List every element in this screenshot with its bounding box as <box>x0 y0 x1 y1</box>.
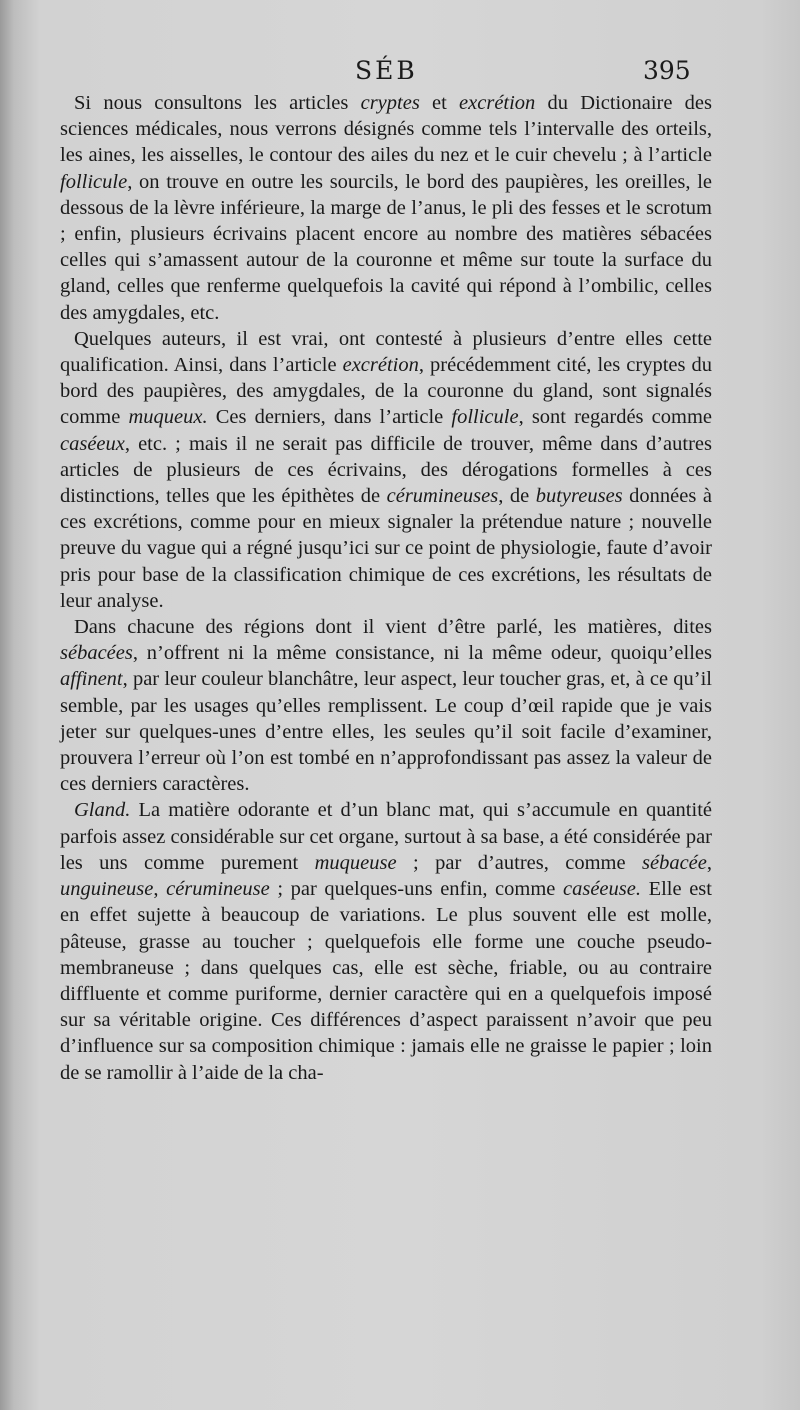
italic-term: cérumineuse <box>166 878 270 901</box>
italic-term: butyreuses <box>535 485 623 508</box>
text-segment: , de <box>498 485 536 508</box>
paragraph-1 <box>60 90 712 326</box>
text-segment: Dans chacune des régions dont il vient d’être parlé, les matières, dites <box>74 616 712 639</box>
italic-term: muqueuse <box>314 851 397 874</box>
text-segment: , <box>706 851 712 874</box>
text-segment: du Dictionaire des sciences médicales, nous verrons désignés comme tels l’intervalle des orteils, les aines, les aisselles, le contour des ailes du nez et le cuir chevelu ; à l’article <box>60 92 713 167</box>
italic-term: affinent <box>60 668 123 691</box>
italic-term: caséeuse. <box>563 878 641 901</box>
italic-term: cryptes <box>360 92 420 114</box>
text-segment: , etc. ; mais il ne serait pas difficile de trouver, même dans d’autres articles de plusieurs de ces écrivains, des dérogations formelles à ces distinctions, telles que les épithètes de <box>60 432 712 508</box>
body-text <box>60 90 712 1086</box>
italic-term: unguineuse <box>60 878 154 901</box>
text-segment: ; par d’autres, comme <box>396 851 642 874</box>
text-segment: ; par quelques-uns enfin, comme <box>269 878 563 901</box>
paragraph-3 <box>60 614 712 797</box>
text-segment: La matière odorante et d’un blanc mat, qui s’accumule en quantité parfois assez considérable sur cet organe, surtout à sa base, a été considérée par les uns comme purement <box>60 799 712 874</box>
text-segment: Quelques auteurs, il est vrai, ont contesté à plusieurs d’entre elles cette qualification. Ainsi, dans l’article <box>60 327 712 377</box>
text-segment: , sont regardés comme <box>518 406 712 429</box>
text-segment: Elle est en effet sujette à beaucoup de variations. Le plus souvent elle est molle, pâteuse, grasse au toucher ; quelquefois elle forme une couche pseudo-membraneuse ; dans quelques cas, elle est sèche, friable, ou au contraire diffluente et comme puriforme, dernier caractère qui en a quelquefois imposé sur sa véritable origine. Ces différences d’aspect paraissent n’avoir que peu d’influence sur sa composition chimique : jamais elle ne graisse le papier ; loin de se ramollir à l’aide de la cha- <box>60 878 712 1084</box>
text-segment: , n’offrent ni la même consistance, ni la même odeur, quoiqu’elles <box>132 642 712 665</box>
italic-term: cérumineuses <box>386 485 499 508</box>
text-segment: Ces derniers, dans l’article <box>207 406 452 429</box>
text-segment: , <box>153 878 167 901</box>
text-segment: Si nous consultons les articles <box>74 92 361 114</box>
italic-term: follicule <box>60 170 128 193</box>
text-segment: données à ces excrétions, comme pour en mieux signaler la prétendue nature ; nouvelle preuve du vague qui a régné jusqu’ici sur ce point de physiologie, faute d’avoir pris pour base de la classification chimique de ces excrétions, les résultats de leur analyse. <box>60 485 712 612</box>
paragraph-4 <box>60 797 712 1085</box>
running-head: SÉB <box>355 56 418 85</box>
italic-term: excrétion <box>342 354 419 377</box>
text-segment: , on trouve en outre les sourcils, le bord des paupières, les oreilles, le dessous de la lèvre inférieure, la marge de l’anus, le pli des fesses et le scrotum ; enfin, plusieurs écrivains placent encore au nombre des matières sébacées celles qui s’amassent autour de la couronne et même sur toute la surface du gland, celles que renferme quelquefois la cavité qui répond à l’ombilic, celles des amygdales, etc. <box>60 170 712 324</box>
text-segment: et <box>419 92 460 114</box>
page-number: 395 <box>643 56 691 85</box>
paragraph-2 <box>60 326 712 614</box>
page-header <box>0 52 800 92</box>
italic-term: follicule <box>451 406 519 429</box>
italic-term: caséeux <box>60 432 125 455</box>
text-segment: , par leur couleur blanchâtre, leur aspect, leur toucher gras, et, à ce qu’il semble, par les usages qu’elles remplissent. Le coup d’œil rapide que je vais jeter sur quelques-unes d’entre elles, les seules qu’il soit facile d’examiner, prouvera l’erreur où l’on est tombé en n’approfondissant pas assez la valeur de ces derniers caractères. <box>60 668 712 796</box>
italic-term: excrétion <box>459 92 536 114</box>
italic-term: sébacées <box>60 642 133 665</box>
italic-term: muqueux. <box>128 406 208 429</box>
italic-term: Gland. <box>74 799 131 822</box>
text-segment: , précédemment cité, les cryptes du bord des paupières, des amygdales, de la couronne du gland, sont signalés comme <box>60 354 712 429</box>
italic-term: sébacée <box>642 851 707 874</box>
